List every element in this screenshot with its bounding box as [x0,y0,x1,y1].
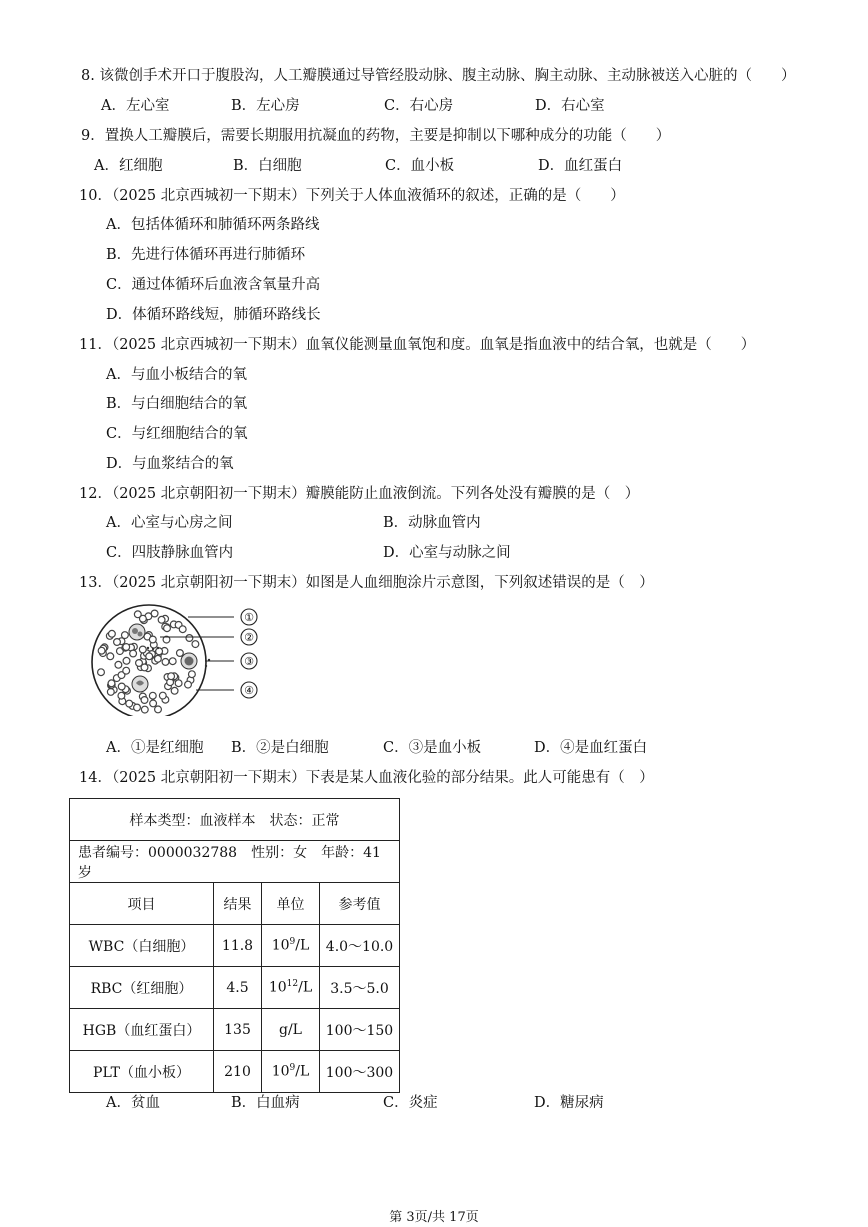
row-result: 135 [214,1009,262,1051]
red-blood-cell [141,697,148,704]
question-8-option-d: D．右心室 [535,98,605,114]
red-blood-cell [186,635,193,642]
row-unit: $10^9/L$ [262,925,320,967]
table-row [70,925,400,967]
row-item: PLT（血小板） [70,1051,214,1093]
row-reference: 3.5～5.0 [320,967,400,1009]
red-blood-cell [146,653,153,660]
question-12-option-d: D．心室与动脉之间 [383,545,511,561]
red-blood-cell [175,680,182,687]
row-item: WBC（白细胞） [70,925,214,967]
question-14-option-b: B．白血病 [231,1095,300,1111]
question-14-option-a: A．贫血 [106,1095,160,1111]
header-result: 结果 [214,883,262,925]
red-blood-cell [123,657,130,664]
red-blood-cell [169,658,176,665]
header-unit: 单位 [262,883,320,925]
question-10-option-c: C．通过体循环后血液含氧量升高 [106,277,321,293]
red-blood-cell [123,667,130,674]
red-blood-cell [118,692,125,699]
question-9-option-c: C．血小板 [385,158,455,174]
row-reference: 100～300 [320,1051,400,1093]
red-blood-cell [98,669,105,676]
question-13-option-a: A．①是红细胞 [106,740,204,756]
red-blood-cell [189,671,196,678]
figure-label-1: ① [244,611,254,624]
red-blood-cell [192,641,199,648]
patient-line: 患者编号：0000032788 性别：女 年龄：41 岁 [70,841,400,883]
sample-line: 样本类型：血液样本 状态：正常 [70,799,400,841]
red-blood-cell [171,687,178,694]
red-blood-cell [158,616,165,623]
question-13-option-b: B．②是白细胞 [231,740,329,756]
red-blood-cell [107,689,114,696]
red-blood-cell [141,664,148,671]
white-blood-cell-2 [181,653,197,669]
row-item: HGB（血红蛋白） [70,1009,214,1051]
red-blood-cell [118,683,125,690]
row-result: 4.5 [214,967,262,1009]
red-blood-cell [155,706,162,713]
row-reference: 100～150 [320,1009,400,1051]
question-11-option-d: D．与血浆结合的氧 [106,456,234,472]
table-row [70,1009,400,1051]
question-11-option-c: C．与红细胞结合的氧 [106,426,248,442]
blood-test-table [69,798,400,1093]
question-9-option-a: A．红细胞 [94,158,163,174]
red-blood-cell [168,673,175,680]
table-row [70,1051,400,1093]
question-9-option-d: D．血红蛋白 [538,158,623,174]
red-blood-cell [149,636,156,643]
question-13-option-d: D．④是血红蛋白 [534,740,648,756]
red-blood-cell [107,653,114,660]
red-blood-cell [115,661,122,668]
question-9-option-b: B．白细胞 [233,158,302,174]
question-11-option-b: B．与白细胞结合的氧 [106,396,248,412]
red-blood-cell [98,647,105,654]
table-header-row [70,883,400,925]
question-10-stem: 10．（2025 北京西城初一下期末）下列关于人体血液循环的叙述，正确的是（ ） [79,188,625,204]
question-8-option-b: B．左心房 [231,98,300,114]
red-blood-cell [162,659,169,666]
row-reference: 4.0～10.0 [320,925,400,967]
red-blood-cell [185,681,192,688]
question-8-option-c: C．右心房 [384,98,454,114]
red-blood-cell [114,639,121,646]
red-blood-cell [177,650,184,657]
figure-label-2: ② [244,631,254,644]
question-8-stem: 8. 该微创手术开口于腹股沟，人工瓣膜通过导管经股动脉、腹主动脉、胸主动脉、主动脉被送入心脏的（ ） [81,68,796,84]
table-row [70,967,400,1009]
row-unit: g/L [262,1009,320,1051]
question-10-option-b: B．先进行体循环再进行肺循环 [106,247,306,263]
red-blood-cell [139,646,146,653]
question-12-option-c: C．四肢静脉血管内 [106,545,234,561]
white-blood-cell-3 [132,676,148,692]
page-footer: 第 3页/共 17页 [389,1210,479,1225]
row-result: 11.8 [214,925,262,967]
figure-label-4: ④ [244,684,254,697]
red-blood-cell [134,704,141,711]
blood-smear-figure [88,604,278,716]
question-10-option-a: A．包括体循环和肺循环两条路线 [106,217,320,233]
red-blood-cell [108,680,115,687]
row-unit: $10^{12}/L$ [262,967,320,1009]
header-item: 项目 [70,883,214,925]
row-result: 210 [214,1051,262,1093]
red-blood-cell [109,630,116,637]
figure-label-3: ③ [244,655,254,668]
question-13-stem: 13．（2025 北京朝阳初一下期末）如图是人血细胞涂片示意图，下列叙述错误的是（ ） [79,575,654,591]
white-blood-cell-1 [129,624,145,640]
red-blood-cell [130,650,137,657]
red-blood-cell [149,692,156,699]
row-unit: $10^9/L$ [262,1051,320,1093]
question-14-option-c: C．炎症 [383,1095,438,1111]
red-blood-cell [179,626,186,633]
question-11-stem: 11．（2025 北京西城初一下期末）血氧仪能测量血氧饱和度。血氧是指血液中的结合氧，也就是（ ） [79,337,756,353]
red-blood-cell [156,648,163,655]
question-9-stem: 9．置换人工瓣膜后，需要长期服用抗凝血的药物，主要是抑制以下哪种成分的功能（ ） [81,128,671,144]
red-blood-cell [159,692,166,699]
row-item: RBC（红细胞） [70,967,214,1009]
red-blood-cell [126,700,133,707]
question-11-option-a: A．与血小板结合的氧 [106,367,247,383]
red-blood-cell [150,700,157,707]
question-14-option-d: D．糖尿病 [534,1095,604,1111]
red-blood-cell [134,611,141,618]
question-14-stem: 14．（2025 北京朝阳初一下期末）下表是某人血液化验的部分结果。此人可能患有（ ） [79,770,654,786]
header-reference: 参考值 [320,883,400,925]
red-blood-cell [155,655,162,662]
question-12-option-a: A．心室与心房之间 [106,515,233,531]
question-12-stem: 12．（2025 北京朝阳初一下期末）瓣膜能防止血液倒流。下列各处没有瓣膜的是（ ） [79,486,640,502]
question-12-option-b: B．动脉血管内 [383,515,481,531]
question-10-option-d: D．体循环路线短，肺循环路线长 [106,307,321,323]
question-13-option-c: C．③是血小板 [383,740,482,756]
red-blood-cell [164,625,171,632]
red-blood-cell [123,644,130,651]
question-8-option-a: A．左心室 [101,98,170,114]
red-blood-cell [141,706,148,713]
